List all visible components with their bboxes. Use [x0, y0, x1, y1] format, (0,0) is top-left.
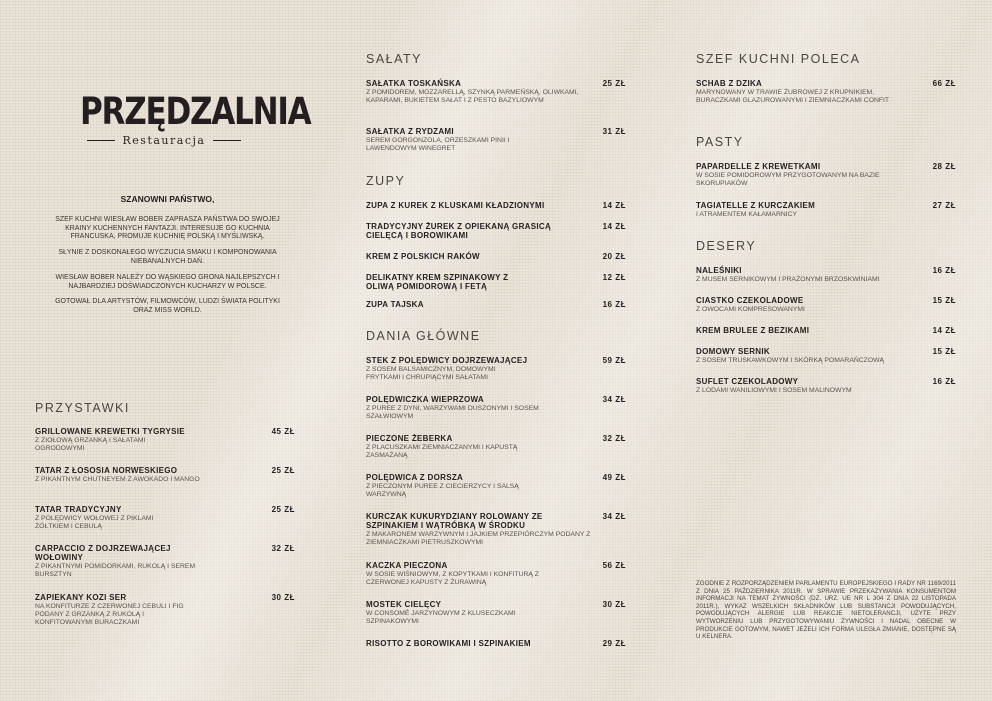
item-name: PAPARDELLE Z KREWETKAMI [696, 162, 821, 171]
item-name: DOMOWY SERNIK [696, 347, 770, 356]
restaurant-subtitle: Restauracja [122, 134, 206, 147]
item-name: GRILLOWANE KREWETKI TYGRYSIE [35, 427, 185, 436]
menu-item [366, 395, 626, 421]
menu-item [366, 639, 626, 648]
menu-item [366, 79, 626, 105]
section-title-zupy: ZUPY [366, 174, 406, 188]
item-name: ZAPIEKANY KOZI SER [35, 593, 127, 602]
item-name: RISOTTO Z BOROWIKAMI I SZPINAKIEM [366, 639, 531, 648]
item-name: KACZKA PIECZONA [366, 561, 448, 570]
item-price: 15 ZŁ [932, 296, 956, 305]
menu-item [366, 273, 626, 291]
item-price: 30 ZŁ [602, 600, 626, 609]
menu-item [696, 201, 956, 219]
intro-paragraph: SŁYNIE Z DOSKONAŁEGO WYCZUCIA SMAKU I KOMPONOWANIA NIEBANALNYCH DAŃ. [58, 249, 277, 265]
menu-item [35, 544, 295, 579]
item-description: Z MAKARONEM WARZYWNYM I JAJKIEM PRZEPIÓRCZYM PODANY Z ZIEMNIACZKAMI PIETRUSZKOWYMI [366, 531, 591, 546]
menu-item [366, 127, 626, 153]
menu-item [35, 593, 295, 627]
item-name: TRADYCYJNY ŻUREK Z OPIEKANĄ GRASICĄ CIELĘCĄ I BOROWIKAMI [366, 222, 552, 240]
item-name: SUFLET CZEKOLADOWY [696, 377, 799, 386]
item-price: 27 ZŁ [932, 201, 956, 210]
menu-item [696, 79, 956, 105]
section-title-pasty: PASTY [696, 135, 744, 149]
menu-item [35, 505, 295, 531]
item-description: W SOSIE WIŚNIOWYM, Z KOPYTKAMI I KONFITURĄ Z CZERWONEJ KAPUSTY Z ŻURAWINĄ [366, 571, 539, 586]
item-description: Z PIECZONYM PUREE Z CIECIERZYCY I SALSĄ WARZYWNĄ [366, 483, 519, 498]
item-price: 20 ZŁ [602, 252, 626, 261]
item-price: 16 ZŁ [602, 300, 626, 309]
item-name: TATAR TRADYCYJNY [35, 505, 122, 514]
item-name: DELIKATNY KREM SZPINAKOWY Z OLIWĄ POMIDOROWĄ I FETĄ [366, 273, 509, 291]
menu-item [366, 561, 626, 587]
menu-item [696, 296, 956, 314]
item-name: ZUPA Z KUREK Z KLUSKAMI KŁADZIONYMI [366, 201, 545, 210]
section-title-szef: SZEF KUCHNI POLECA [696, 52, 861, 66]
item-price: 45 ZŁ [271, 427, 295, 436]
item-price: 29 ZŁ [602, 639, 626, 648]
section-title-salaty: SAŁATY [366, 52, 423, 66]
item-description: Z PIKANTNYM CHUTNEYEM Z AWOKADO I MANGO [35, 476, 200, 483]
intro-paragraph: GOTOWAŁ DLA ARTYSTÓW, FILMOWCÓW, LUDZI ŚWIATA POLITYKI ORAZ MISS WORLD. [55, 298, 280, 315]
item-price: 32 ZŁ [602, 434, 626, 443]
item-price: 16 ZŁ [932, 266, 956, 275]
menu-item [366, 300, 626, 309]
menu-item [366, 252, 626, 261]
item-price: 31 ZŁ [602, 127, 626, 136]
menu-item [696, 377, 956, 395]
item-price: 14 ZŁ [932, 326, 956, 335]
restaurant-subtitle-row [64, 134, 264, 147]
item-description: MARYNOWANY W TRAWIE ŻUBROWEJ Z KRUPNIKIEM, BURACZKAMI GLAZUROWANYMI I ZIEMNIACZKAMI CONFIT [696, 89, 890, 104]
item-price: 66 ZŁ [932, 79, 956, 88]
item-description: Z PIKANTNYMI POMIDORKAMI, RUKOLĄ I SEREM BURSZTYN [35, 563, 196, 578]
item-description: I ATRAMENTEM KAŁAMARNICY [696, 211, 798, 218]
menu-item [366, 512, 626, 547]
menu-item [366, 222, 626, 240]
item-name: TAGIATELLE Z KURCZAKIEM [696, 201, 816, 210]
section-title-dania: DANIA GŁÓWNE [366, 329, 481, 343]
item-name: KREM Z POLSKICH RAKÓW [366, 252, 480, 261]
item-name: ZUPA TAJSKA [366, 300, 424, 309]
item-name: POLĘDWICZKA WIEPRZOWA [366, 395, 484, 404]
divider-line [87, 140, 115, 141]
menu-item [696, 347, 956, 365]
intro-text [55, 195, 280, 323]
menu-item [35, 466, 295, 484]
item-price: 15 ZŁ [932, 347, 956, 356]
item-description: Z MUSEM SERNIKOWYM I PRAŻONYMI BRZOSKWINIAMI [696, 276, 880, 283]
item-price: 32 ZŁ [271, 544, 295, 553]
item-price: 49 ZŁ [602, 473, 626, 482]
item-description: Z PUREE Z DYNI, WARZYWAMI DUSZONYMI I SOSEM SZAŁWIOWYM [366, 405, 539, 420]
item-price: 34 ZŁ [602, 395, 626, 404]
item-description: W CONSOMÉ JARZYNOWYM Z KLUSECZKAMI SZPINAKOWYMI [366, 610, 516, 625]
item-description: Z SOSEM BALSAMICZNYM, DOMOWYMI FRYTKAMI I CHRUPIĄCYMI SAŁATAMI [366, 366, 496, 381]
item-description: Z PLACUSZKAMI ZIEMNIACZANYMI I KAPUSTĄ ZASMAŻANĄ [366, 444, 518, 459]
item-price: 25 ZŁ [602, 79, 626, 88]
menu-item [366, 201, 626, 210]
menu-item [366, 356, 626, 382]
item-price: 59 ZŁ [602, 356, 626, 365]
item-price: 12 ZŁ [602, 273, 626, 282]
divider-line [213, 140, 241, 141]
item-name: SCHAB Z DZIKA [696, 79, 763, 88]
restaurant-name: PRZĘDZALNIA [80, 90, 311, 133]
menu-item [366, 600, 626, 626]
item-description: NA KONFITURZE Z CZERWONEJ CEBULI I FIG PODANY Z GRZANKĄ Z RUKOLĄ I KONFITOWANYMI BURACZKAMI [35, 603, 184, 626]
menu-item [366, 473, 626, 499]
item-price: 28 ZŁ [932, 162, 956, 171]
allergen-legal-notice: ZGODNIE Z ROZPORZĄDZENIEM PARLAMENTU EUROPEJSKIEGO I RADY NR 1169/2011 Z DNIA 25 PAŹDZIERNIKA 2011R. W SPRAWIE PRZEKAZYWANIA KONSUMENTOM INFORMACJI NA TEMAT ŻYWNOŚCI (DZ. URZ. UE NR L 304 Z DNIA 22 LISTOPADA 2011R.), WYKAZ WSZELKICH SKŁADNIKÓW LUB SUBSTANCJI POWODUJĄCYCH, POWODUJĄCYCH ALERGIE LUB REAKCJE NIETOLERANCJI, UŻYTE PRZY WYTWORZENIU LUB PRZYGOTOWYWANIU ŻYWNOŚCI I NADAL OBECNE W PRODUKCIE GOTOWYM, NAWET JEŻELI ICH FORMA ULEGŁA ZMIANIE, DOSTĘPNE SĄ U KELNERA. [696, 580, 956, 641]
item-description: Z POLĘDWICY WOŁOWEJ Z PIKLAMI ŻÓŁTKIEM I CEBULĄ [35, 515, 154, 530]
item-description: Z LODAMI WANILIOWYMI I SOSEM MALINOWYM [696, 387, 852, 394]
item-name: TATAR Z ŁOSOSIA NORWESKIEGO [35, 466, 178, 475]
intro-paragraph: WIESŁAW BOBER NALEŻY DO WĄSKIEGO GRONA NAJLEPSZYCH I NAJBARDZIEJ DOŚWIADCZONYCH KUCHARZY W POLSCE. [55, 273, 280, 290]
item-price: 25 ZŁ [271, 466, 295, 475]
item-name: MOSTEK CIELĘCY [366, 600, 442, 609]
item-name: STEK Z POLĘDWICY DOJRZEWAJĄCEJ [366, 356, 528, 365]
menu-item [35, 427, 295, 453]
menu-item [366, 434, 626, 460]
menu-item [696, 162, 956, 188]
item-price: 14 ZŁ [602, 201, 626, 210]
item-price: 25 ZŁ [271, 505, 295, 514]
item-name: KREM BRULEE Z BEZIKAMI [696, 326, 810, 335]
item-price: 14 ZŁ [602, 222, 626, 231]
item-name: CIASTKO CZEKOLADOWE [696, 296, 804, 305]
item-name: POLĘDWICA Z DORSZA [366, 473, 464, 482]
item-description: Z ZIOŁOWĄ GRZANKĄ I SAŁATAMI OGRODOWYMI [35, 437, 146, 452]
intro-paragraph: SZEF KUCHNI WIESŁAW BOBER ZAPRASZA PAŃSTWA DO SWOJEJ KRAINY KUCHENNYCH FANTAZJI. INTERESUJE GO KUCHNIA FRANCUSKA, PROMUJE KUCHNIĘ POLSKĄ I MYŚLIWSKĄ. [55, 215, 280, 241]
item-price: 34 ZŁ [602, 512, 626, 521]
item-name: CARPACCIO Z DOJRZEWAJĄCEJ WOŁOWINY [35, 544, 171, 562]
item-name: SAŁATKA TOSKAŃSKA [366, 79, 462, 88]
item-price: 16 ZŁ [932, 377, 956, 386]
item-description: W SOSIE POMIDOROWYM PRZYGOTOWANYM NA BAZIE SKORUPIAKÓW [696, 172, 880, 187]
item-name: KURCZAK KUKURYDZIANY ROLOWANY ZE SZPINAKIEM I WĄTRÓBKĄ W ŚRODKU [366, 512, 543, 530]
item-description: Z OWOCAMI KOMPRESOWANYMI [696, 306, 805, 313]
restaurant-logo [64, 90, 311, 147]
section-title-desery: DESERY [696, 239, 757, 253]
section-title-przystawki: PRZYSTAWKI [35, 401, 130, 415]
item-name: SAŁATKA Z RYDZAMI [366, 127, 454, 136]
item-description: Z POMIDOREM, MOZZARELLĄ, SZYNKĄ PARMEŃSKĄ, OLIWKAMI, KAPARAMI, BUKIETEM SAŁAT I Z PESTO BAZYLIOWYM [366, 89, 579, 104]
item-name: NALEŚNIKI [696, 266, 742, 275]
menu-item [696, 266, 956, 284]
item-description: Z SOSEM TRUSKAWKOWYM I SKÓRKĄ POMARAŃCZOWĄ [696, 357, 885, 364]
item-price: 30 ZŁ [271, 593, 295, 602]
item-name: PIECZONE ŻEBERKA [366, 434, 453, 443]
intro-title: SZANOWNI PAŃSTWO, [120, 194, 215, 204]
menu-item [696, 326, 956, 335]
item-price: 56 ZŁ [602, 561, 626, 570]
item-description: SEREM GORGONZOLA, ORZESZKAMI PINII I LAWENDOWYM WINEGRET [366, 137, 510, 152]
